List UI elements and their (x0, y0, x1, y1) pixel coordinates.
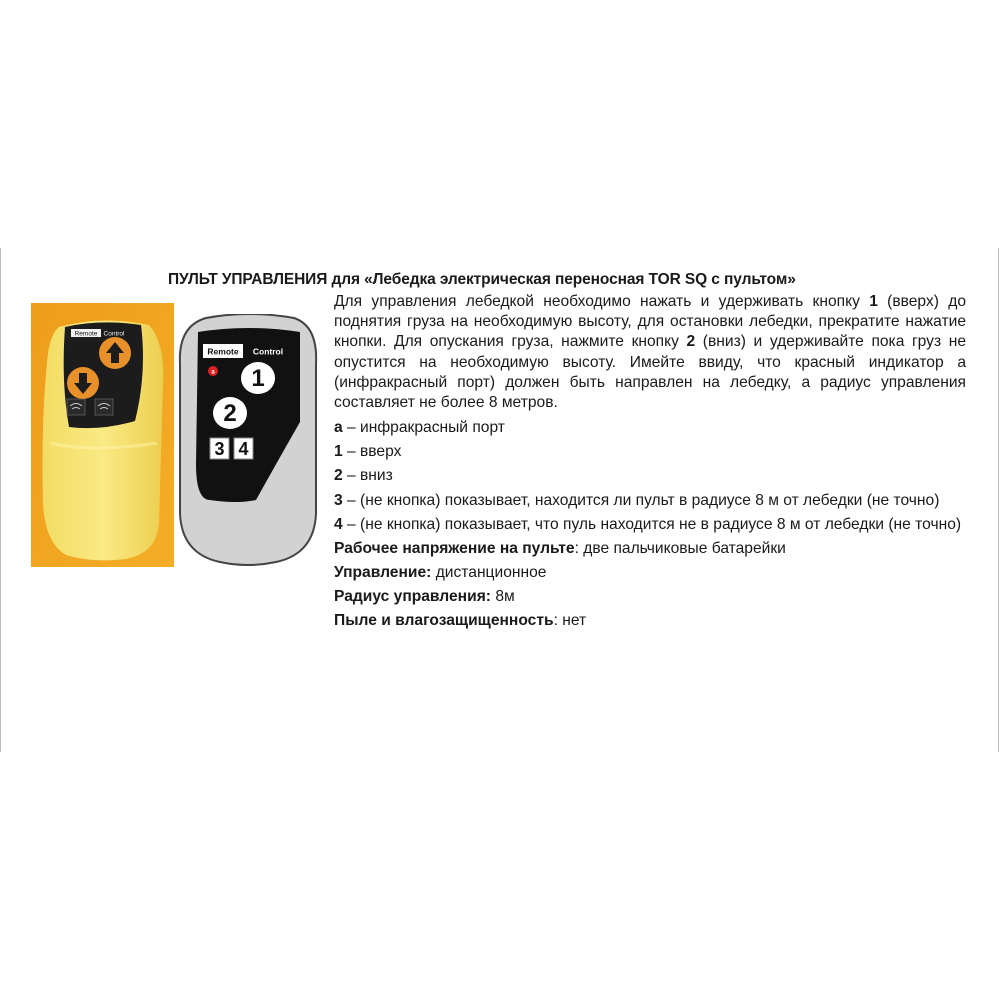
legend-item-a: а – инфракрасный порт (334, 419, 505, 437)
remote-drawing (176, 314, 320, 566)
spec-voltage: Рабочее напряжение на пульте: две пальчиковые батарейки (334, 539, 786, 557)
intro-button-2: 2 (686, 333, 696, 351)
svg-text:a: a (211, 369, 215, 376)
spec-control: Управление: дистанционное (334, 563, 547, 581)
button-1-label: 1 (251, 365, 265, 392)
legend-item-2: 2 – вниз (334, 467, 393, 485)
indicator-4-label: 4 (238, 439, 249, 459)
intro-part-2: (вверх) до поднятия груза на необходимую высоту, для остановки лебедки, прекратите нажатие кнопки. Для опускания груза, нажмите кнопку (334, 293, 966, 351)
photo-control-label: Control (103, 330, 125, 338)
button-2-label: 2 (223, 400, 237, 427)
legend-item-1: 1 – вверх (334, 443, 402, 461)
drawing-remote-label: Remote (207, 346, 239, 357)
intro-paragraph (334, 292, 966, 413)
intro-part-1: Для управления лебедкой необходимо нажать и удерживать кнопку (334, 293, 870, 310)
drawing-control-label: Control (252, 346, 284, 357)
legend-item-3: 3 – (не кнопка) показывает, находится ли пульт в радиусе 8 м от лебедки (не точно) (334, 491, 940, 509)
indicator-3-label: 3 (214, 439, 225, 459)
spec-radius: Радиус управления: 8м (334, 587, 515, 605)
description-text (334, 292, 966, 633)
remote-photo (31, 303, 174, 567)
frame-left-border (0, 248, 1, 752)
spec-protection: Пыле и влагозащищенность: нет (334, 611, 587, 629)
frame-right-border (998, 248, 999, 752)
page-title: ПУЛЬТ УПРАВЛЕНИЯ для «Лебедка электрическая переносная TOR SQ с пультом» (168, 271, 796, 288)
intro-button-1: 1 (869, 293, 878, 310)
photo-remote-label: Remote (74, 330, 98, 338)
legend-item-4: 4 – (не кнопка) показывает, что пуль находится не в радиусе 8 м от лебедки (не точно) (334, 515, 962, 533)
intro-part-3: (вниз) и удерживайте пока груз не опустится на необходимую высоту. Имейте ввиду, что красный индикатор а (инфракрасный порт) должен быть направлен на лебедку, а радиус управления составляет не более 8 метров. (334, 333, 967, 412)
